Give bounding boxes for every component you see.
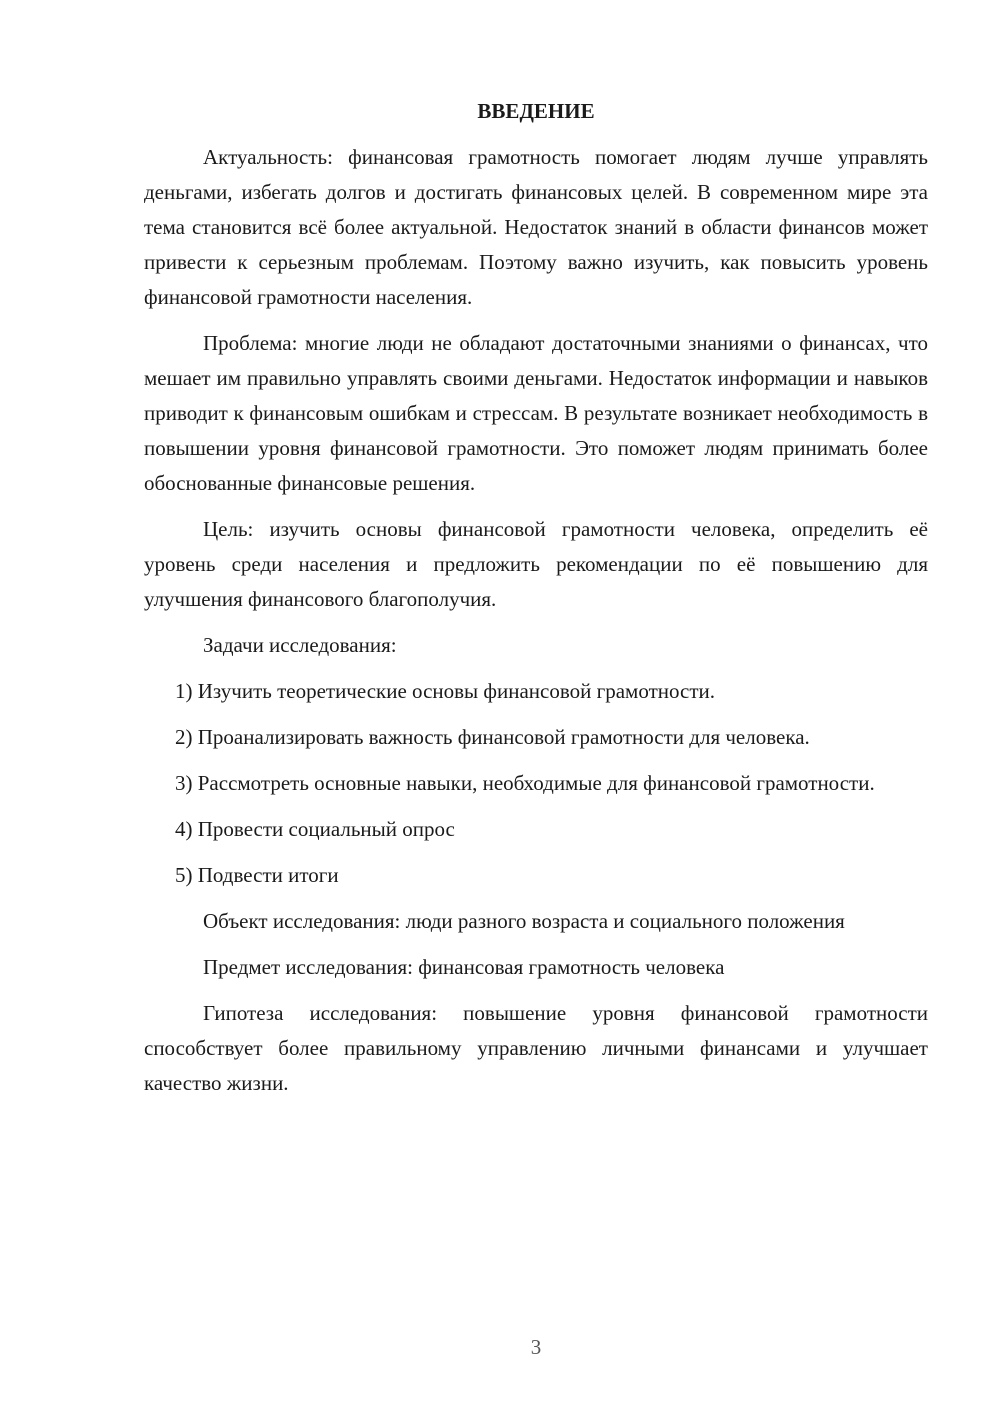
task-item-5: 5) Подвести итоги <box>175 863 339 887</box>
section-title: ВВЕДЕНИЕ <box>477 99 595 123</box>
task-item-1: 1) Изучить теоретические основы финансовой грамотности. <box>175 679 715 703</box>
relevance-paragraph: Актуальность: финансовая грамотность помогает людям лучше управлять деньгами, избегать долгов и достигать финансовых целей. В современном мире эта тема становится всё более актуальной. Недостаток знаний в области финансов может привести к серьезным проблемам. Поэтому важно изучить, как повысить уровень финансовой грамотности населения. <box>144 145 928 309</box>
research-object-paragraph: Объект исследования: люди разного возраста и социального положения <box>203 909 845 933</box>
task-item-2: 2) Проанализировать важность финансовой грамотности для человека. <box>175 725 810 749</box>
task-item-3: 3) Рассмотреть основные навыки, необходимые для финансовой грамотности. <box>175 771 875 795</box>
task-item-4: 4) Провести социальный опрос <box>175 817 455 841</box>
page-content <box>144 94 928 1112</box>
page-number: 3 <box>530 1335 542 1359</box>
problem-paragraph: Проблема: многие люди не обладают достаточными знаниями о финансах, что мешает им правильно управлять своими деньгами. Недостаток информации и навыков приводит к финансовым ошибкам и стрессам. В результате возникает необходимость в повышении уровня финансовой грамотности. Это поможет людям принимать более обоснованные финансовые решения. <box>144 331 928 495</box>
goal-paragraph: Цель: изучить основы финансовой грамотности человека, определить её уровень среди населения и предложить рекомендации по её повышению для улучшения финансового благополучия. <box>144 517 928 611</box>
research-subject-paragraph: Предмет исследования: финансовая грамотность человека <box>203 955 725 979</box>
research-hypothesis-paragraph: Гипотеза исследования: повышение уровня финансовой грамотности способствует более правильному управлению личными финансами и улучшает качество жизни. <box>144 1001 928 1095</box>
tasks-heading: Задачи исследования: <box>203 633 397 657</box>
